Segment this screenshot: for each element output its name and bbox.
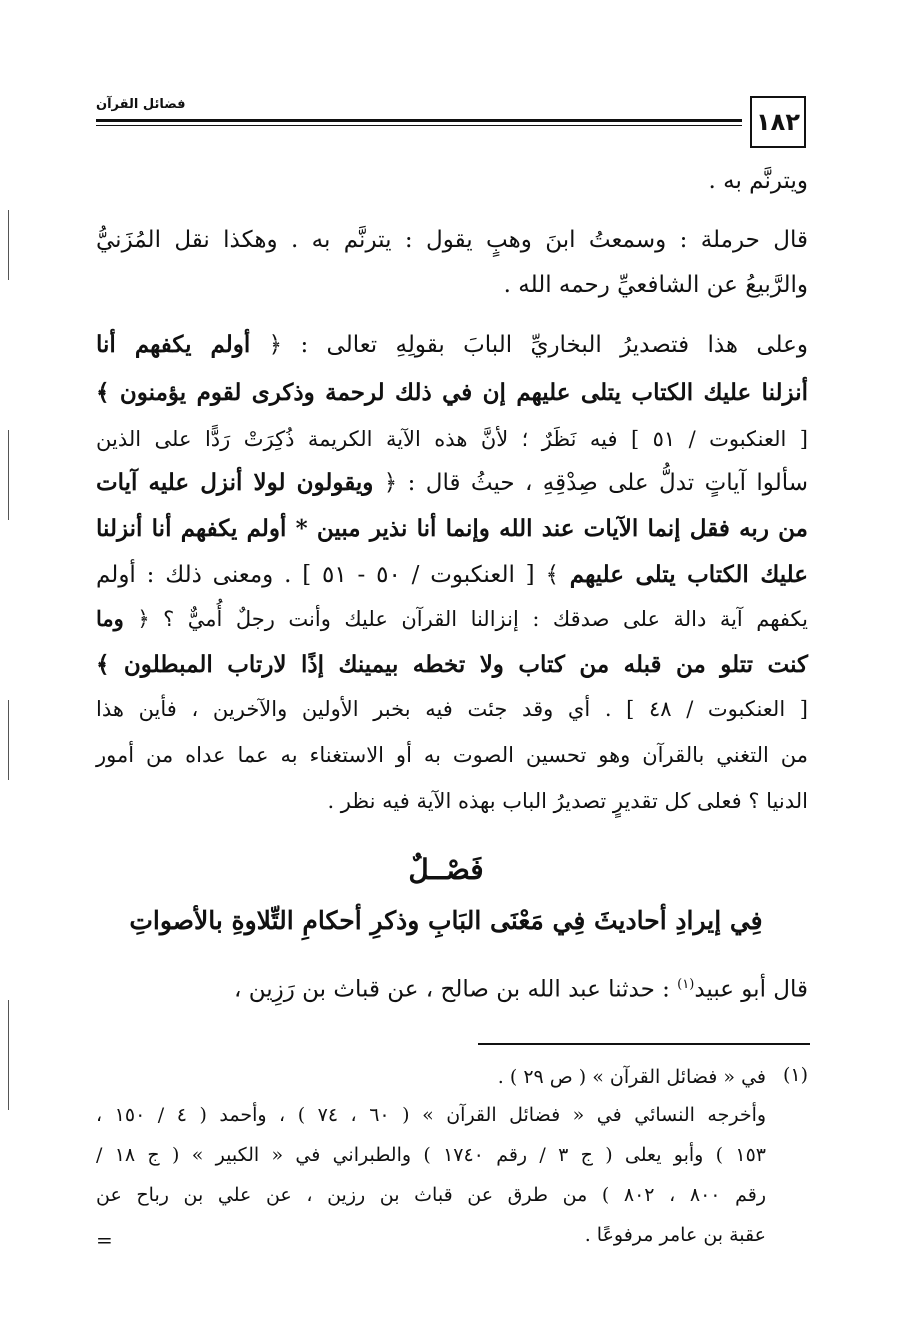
- body-line: ويترنَّم به .: [708, 168, 808, 194]
- continuation-mark: =: [96, 1228, 113, 1252]
- footnote-line: وأخرجه النسائي في « فضائل القرآن » ( ٦٠ ، ٧٤ ) ، وأحمد ( ٤ / ١٥٠ ،: [96, 1104, 767, 1126]
- body-text: وعلى هذا فتصديرُ البخاريِّ البابَ بقولِهِ تعالى : ﴿: [268, 332, 808, 358]
- section-subtitle: فِي إيرادِ أحاديثَ فِي مَعْنَى البَابِ وذكرِ أحكامِ التِّلاوةِ بالأصواتِ: [129, 906, 763, 935]
- body-line: [96, 330, 808, 360]
- page-number: ١٨٢: [750, 96, 806, 148]
- body-line: الدنيا ؟ فعلى كل تقديرٍ تصديرُ الباب بهذه الآية فيه نظر .: [327, 789, 808, 813]
- footnote-line: عقبة بن عامر مرفوعًا .: [584, 1224, 766, 1246]
- body-text: يكفهم آية دالة على صدقك : إنزالنا القرآن عليك وأنت رجلٌ أُميٌّ ؟ ﴿: [137, 607, 808, 631]
- body-line: [96, 560, 808, 590]
- scan-edge-line: [8, 700, 9, 780]
- section-title: فَصْــلٌ: [408, 853, 484, 886]
- body-text: سألوا آياتٍ تدلُّ على صِدْقِهِ ، حيثُ قال : ﴿: [383, 470, 808, 496]
- quran-verse: أولم يكفهم أنا: [96, 331, 251, 358]
- quran-verse: ويقولون لولا أنزل عليه آيات: [96, 469, 374, 496]
- scan-edge-line: [8, 430, 9, 520]
- quran-verse: عليك الكتاب يتلى عليهم: [569, 561, 808, 588]
- body-line: قال حرملة : وسمعتُ ابنَ وهبٍ يقول : يترنَّم به . وهكذا نقل المُزَنيُّ: [96, 227, 808, 253]
- quran-verse: كنت تتلو من قبله من كتاب ولا تخطه بيمينك إذًا لارتاب المبطلون ﴾: [96, 651, 808, 678]
- footnote-rule: [478, 1043, 810, 1045]
- running-header-title: فضائل القرآن: [96, 97, 186, 112]
- scan-edge-line: [8, 1000, 9, 1110]
- quran-verse: وما: [96, 606, 124, 631]
- body-line: والرَّبيعُ عن الشافعيِّ رحمه الله .: [503, 272, 808, 298]
- body-text: قال أبو عبيد: [694, 976, 808, 1003]
- quran-verse: أنزلنا عليك الكتاب يتلى عليهم إن في ذلك لرحمة وذكرى لقوم يؤمنون ﴾: [96, 379, 808, 406]
- footnote-line: ١٥٣ ) وأبو يعلى ( ج ٣ / رقم ١٧٤٠ ) والطبراني في « الكبير » ( ج ١٨ /: [96, 1144, 766, 1166]
- body-line: من التغني بالقرآن وهو تحسين الصوت به أو الاستغناء به عما عداه من أمور: [96, 743, 808, 767]
- body-text: : حدثنا عبد الله بن صالح ، عن قباث بن رَزِين ،: [233, 976, 678, 1003]
- header-rule: [96, 119, 742, 122]
- quran-verse: من ربه فقل إنما الآيات عند الله وإنما أنا نذير مبين * أولم يكفهم أنا أنزلنا: [96, 515, 808, 542]
- body-line: [ العنكبوت / ٤٨ ] . أي وقد جئت فيه بخبر الأولين والآخرين ، فأين هذا: [96, 697, 808, 721]
- scan-edge-line: [8, 210, 9, 280]
- header-rule-thin: [96, 125, 742, 126]
- body-line: [96, 604, 808, 634]
- body-text: ﴾ [ العنكبوت / ٥٠ - ٥١ ] . ومعنى ذلك : أولم: [96, 562, 559, 588]
- footnote-line: في « فضائل القرآن » ( ص ٢٩ ) .: [497, 1066, 766, 1088]
- body-line: [234, 970, 808, 1005]
- body-line: [ العنكبوت / ٥١ ] فيه نَظَرٌ ؛ لأنَّ هذه الآية الكريمة ذُكِرَتْ رَدًّا على الذين: [96, 427, 808, 451]
- footnote-reference: (١): [677, 977, 695, 992]
- footnote-number: (١): [782, 1064, 808, 1086]
- body-line: [96, 468, 808, 498]
- footnote-line: رقم ٨٠٠ ، ٨٠٢ ) من طرق عن قباث بن رزين ، عن علي بن رباح عن: [96, 1184, 766, 1206]
